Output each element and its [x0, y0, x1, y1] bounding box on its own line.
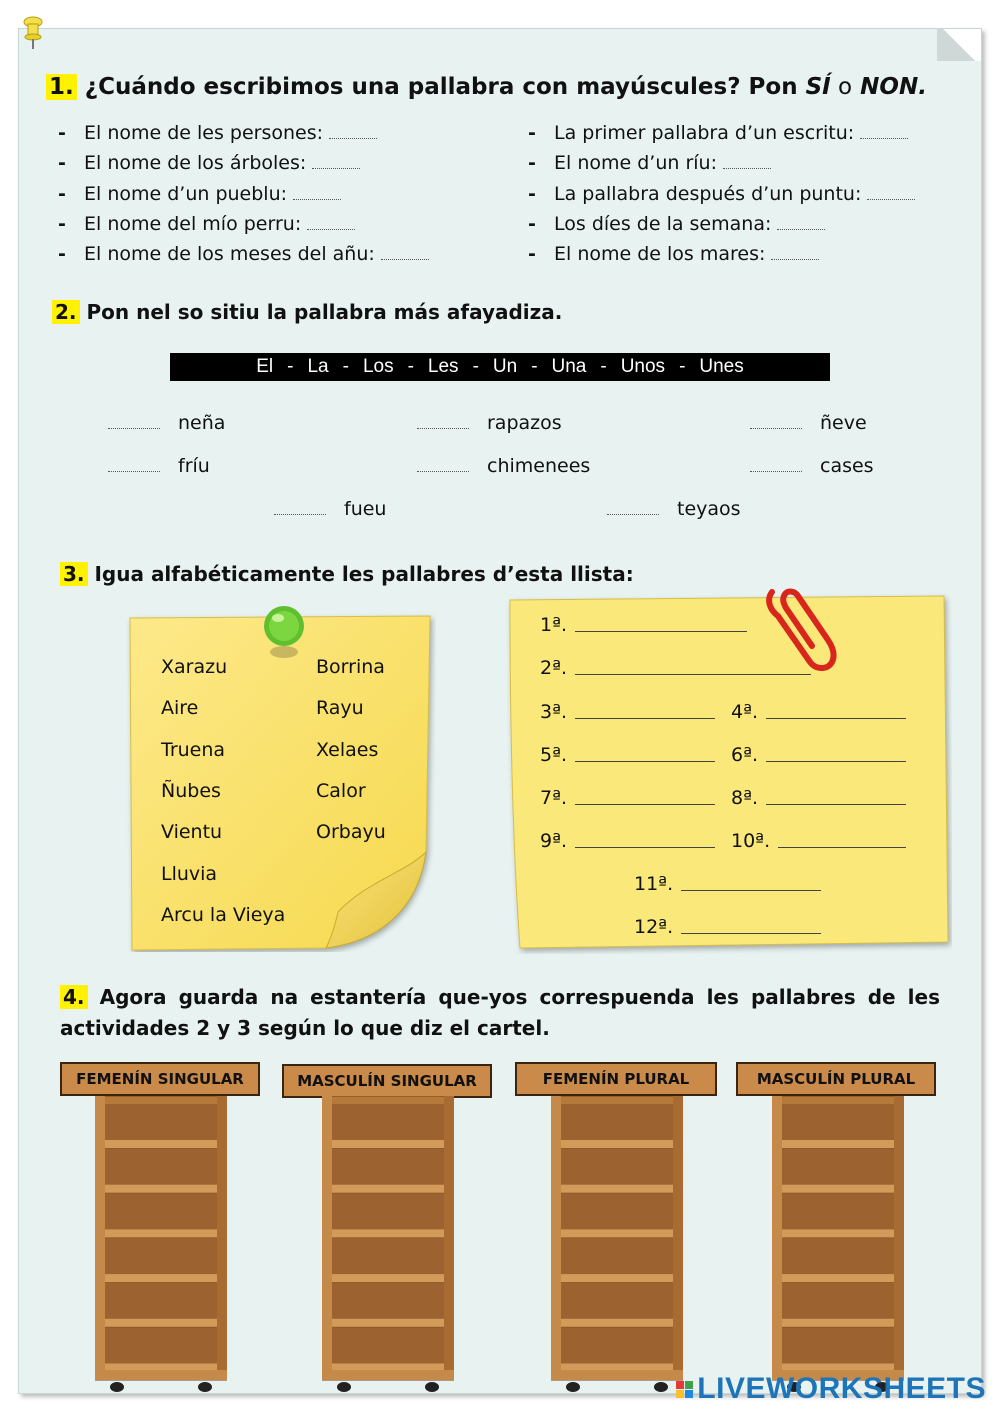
q4-title-line1: Agora guarda na estantería que-yos correspuenda les pallabres de les [99, 985, 940, 1009]
bullet-dash: - [528, 122, 536, 144]
q2-answer-blank[interactable] [750, 428, 802, 429]
ordinal-answer [540, 787, 715, 809]
q2-word: rapazos [487, 412, 562, 434]
article-separator: - [342, 356, 349, 377]
q1-answer-blank[interactable] [381, 259, 429, 260]
q2-title-text: Pon nel so sitiu la pallabra más afayadiza. [86, 300, 563, 324]
q2-answer-blank[interactable] [417, 471, 469, 472]
liveworksheets-logo-icon [676, 1381, 693, 1398]
q2-answer-blank[interactable] [108, 428, 160, 429]
list-word: Xarazu [161, 656, 228, 678]
article-word: Unos [620, 356, 666, 377]
q1-left-item-label: El nome de los meses del añu: [84, 243, 375, 265]
q1-left-item [58, 122, 377, 144]
q1-right-item [528, 213, 825, 235]
ordinal-answer [540, 614, 747, 636]
q2-fill-item [108, 412, 225, 434]
q1-left-item-label: El nome del mío perru: [84, 213, 302, 235]
q2-word: fríu [178, 455, 210, 477]
q2-word: cases [820, 455, 874, 477]
q1-right-item [528, 243, 819, 265]
ordinal-label: 6ª. [731, 744, 759, 766]
q2-word: ñeve [820, 412, 867, 434]
q1-left-item [58, 213, 355, 235]
q1-left-item-label: El nome de los árboles: [84, 152, 307, 174]
q1-title-text: ¿Cuándo escribimos una pallabra con mayúscules? Pon [84, 74, 798, 100]
q2-answer-blank[interactable] [750, 471, 802, 472]
q1-answer-blank[interactable] [860, 138, 908, 139]
article-word: Unes [699, 356, 744, 377]
q2-number: 2. [52, 300, 80, 324]
q1-answer-blank[interactable] [329, 138, 377, 139]
ordinal-answer [634, 873, 821, 895]
q2-fill-item [750, 455, 874, 477]
ordinal-label: 4ª. [731, 701, 759, 723]
q2-answer-blank[interactable] [417, 428, 469, 429]
q1-si: SÍ [805, 74, 831, 100]
q1-right-item [528, 152, 771, 174]
q1-answer-blank[interactable] [867, 199, 915, 200]
q1-left-item-label: El nome de les persones: [84, 122, 324, 144]
q2-answer-blank[interactable] [607, 514, 659, 515]
article-separator: - [287, 356, 294, 377]
q1-right-item [528, 122, 908, 144]
q1-left-item [58, 152, 360, 174]
q1-answer-blank[interactable] [312, 168, 360, 169]
list-word: Ñubes [161, 779, 221, 802]
shelf-sign: FEMENÍN PLURAL [515, 1062, 717, 1096]
liveworksheets-brand [676, 1372, 986, 1406]
q1-answer-blank[interactable] [723, 168, 771, 169]
ordinal-label: 1ª. [540, 614, 568, 636]
ordinal-answer [731, 744, 906, 766]
q1-answer-blank[interactable] [771, 259, 819, 260]
q1-number: 1. [46, 74, 77, 100]
shelf-sign: MASCULÍN PLURAL [736, 1062, 936, 1096]
ordinal-answer [731, 701, 906, 723]
q1-right-item [528, 183, 915, 205]
q2-title [52, 300, 562, 324]
q1-answer-blank[interactable] [307, 229, 355, 230]
article-word-bank [170, 353, 830, 381]
ordinal-answer-blank[interactable] [575, 761, 715, 762]
bullet-dash: - [58, 152, 66, 174]
list-word: Vientu [161, 821, 223, 844]
ordinal-answer-blank[interactable] [575, 804, 715, 805]
q2-answer-blank[interactable] [274, 514, 326, 515]
answer-sticky-note [506, 592, 952, 954]
article-word: Les [427, 356, 459, 377]
bullet-dash: - [528, 213, 536, 235]
q2-fill-item [750, 412, 867, 434]
article-word: Un [492, 356, 518, 377]
q2-fill-item [108, 455, 210, 477]
ordinal-answer-blank[interactable] [575, 631, 747, 632]
shelf-sign: MASCULÍN SINGULAR [282, 1064, 492, 1098]
q1-left-item [58, 183, 341, 205]
bookshelf[interactable] [95, 1096, 227, 1394]
q1-left-item [58, 243, 429, 265]
list-word: Orbayu [316, 821, 386, 844]
q2-word: chimenees [487, 455, 591, 477]
q2-fill-item [417, 455, 590, 477]
ordinal-label: 11ª. [634, 873, 674, 895]
q1-left-item-label: El nome d’un pueblu: [84, 183, 288, 205]
ordinal-label: 7ª. [540, 787, 568, 809]
article-word: Los [362, 356, 394, 377]
q4-number: 4. [60, 985, 88, 1009]
list-word: Calor [316, 779, 366, 802]
page-corner-fold [937, 29, 981, 61]
q2-fill-item [274, 498, 386, 520]
bookshelf[interactable] [551, 1096, 683, 1394]
q3-title [60, 562, 634, 586]
article-word: Una [551, 356, 587, 377]
list-word: Arcu la Vieya [161, 903, 286, 926]
ordinal-answer-blank[interactable] [681, 890, 821, 891]
ordinal-label: 2ª. [540, 657, 568, 679]
ordinal-answer [540, 657, 811, 679]
ordinal-answer-blank[interactable] [575, 718, 715, 719]
ordinal-answer-blank[interactable] [575, 847, 715, 848]
list-word: Borrina [316, 656, 385, 678]
q1-right-item-label: Los díes de la semana: [554, 213, 772, 235]
q3-number: 3. [60, 562, 88, 586]
ordinal-answer-blank[interactable] [766, 761, 906, 762]
ordinal-answer-blank[interactable] [575, 674, 811, 675]
q1-title [46, 74, 927, 100]
ordinal-answer [731, 830, 906, 852]
article-separator: - [472, 356, 479, 377]
bookshelf[interactable] [322, 1096, 454, 1394]
q3-title-text: Igua alfabéticamente les pallabres d’esta llista: [94, 562, 634, 586]
q2-word: teyaos [677, 498, 741, 520]
ordinal-answer [540, 701, 715, 723]
bullet-dash: - [528, 243, 536, 265]
ordinal-answer [540, 744, 715, 766]
ordinal-label: 3ª. [540, 701, 568, 723]
list-word: Xelaes [316, 738, 379, 761]
green-pushpin-icon [256, 600, 312, 662]
bullet-dash: - [58, 243, 66, 265]
ordinal-label: 9ª. [540, 830, 568, 852]
ordinal-label: 8ª. [731, 787, 759, 809]
article-word: La [307, 356, 329, 377]
q4-title-line2: actividades 2 y 3 según lo que diz el cartel. [60, 1016, 550, 1040]
q2-answer-blank[interactable] [108, 471, 160, 472]
list-word: Aire [161, 697, 199, 720]
article-word: El [256, 356, 274, 377]
q1-non: NON. [860, 74, 927, 100]
article-separator: - [679, 356, 686, 377]
q1-o: o [838, 74, 853, 100]
ordinal-label: 5ª. [540, 744, 568, 766]
list-word: Rayu [316, 697, 364, 720]
push-pin-icon [22, 16, 44, 50]
bullet-dash: - [58, 213, 66, 235]
list-word: Truena [161, 738, 226, 761]
ordinal-answer-blank[interactable] [778, 847, 906, 848]
shelf-sign: FEMENÍN SINGULAR [60, 1062, 260, 1096]
ordinal-answer [731, 787, 906, 809]
q2-word: fueu [344, 498, 387, 520]
article-separator: - [407, 356, 414, 377]
bullet-dash: - [528, 152, 536, 174]
ordinal-label: 10ª. [731, 830, 771, 852]
bullet-dash: - [58, 183, 66, 205]
q1-answer-blank[interactable] [293, 199, 341, 200]
ordinal-answer-blank[interactable] [766, 718, 906, 719]
q1-right-item-label: La pallabra después d’un puntu: [554, 183, 862, 205]
ordinal-answer-blank[interactable] [681, 933, 821, 934]
q2-fill-item [417, 412, 562, 434]
article-separator: - [600, 356, 607, 377]
ordinal-answer [540, 830, 715, 852]
q2-fill-item [607, 498, 741, 520]
ordinal-answer [634, 916, 821, 938]
q1-answer-blank[interactable] [777, 229, 825, 230]
bullet-dash: - [58, 122, 66, 144]
q1-right-item-label: La primer pallabra d’un escritu: [554, 122, 855, 144]
q4-title [60, 982, 940, 1044]
q2-word: neña [178, 412, 226, 434]
list-word: Lluvia [161, 862, 218, 885]
ordinal-label: 12ª. [634, 916, 674, 938]
q1-right-item-label: El nome d’un ríu: [554, 152, 717, 174]
q1-right-item-label: El nome de los mares: [554, 243, 766, 265]
bullet-dash: - [528, 183, 536, 205]
bookshelf[interactable] [772, 1096, 904, 1394]
brand-name: LIVEWORKSHEETS [697, 1372, 986, 1405]
article-separator: - [531, 356, 538, 377]
ordinal-answer-blank[interactable] [766, 804, 906, 805]
